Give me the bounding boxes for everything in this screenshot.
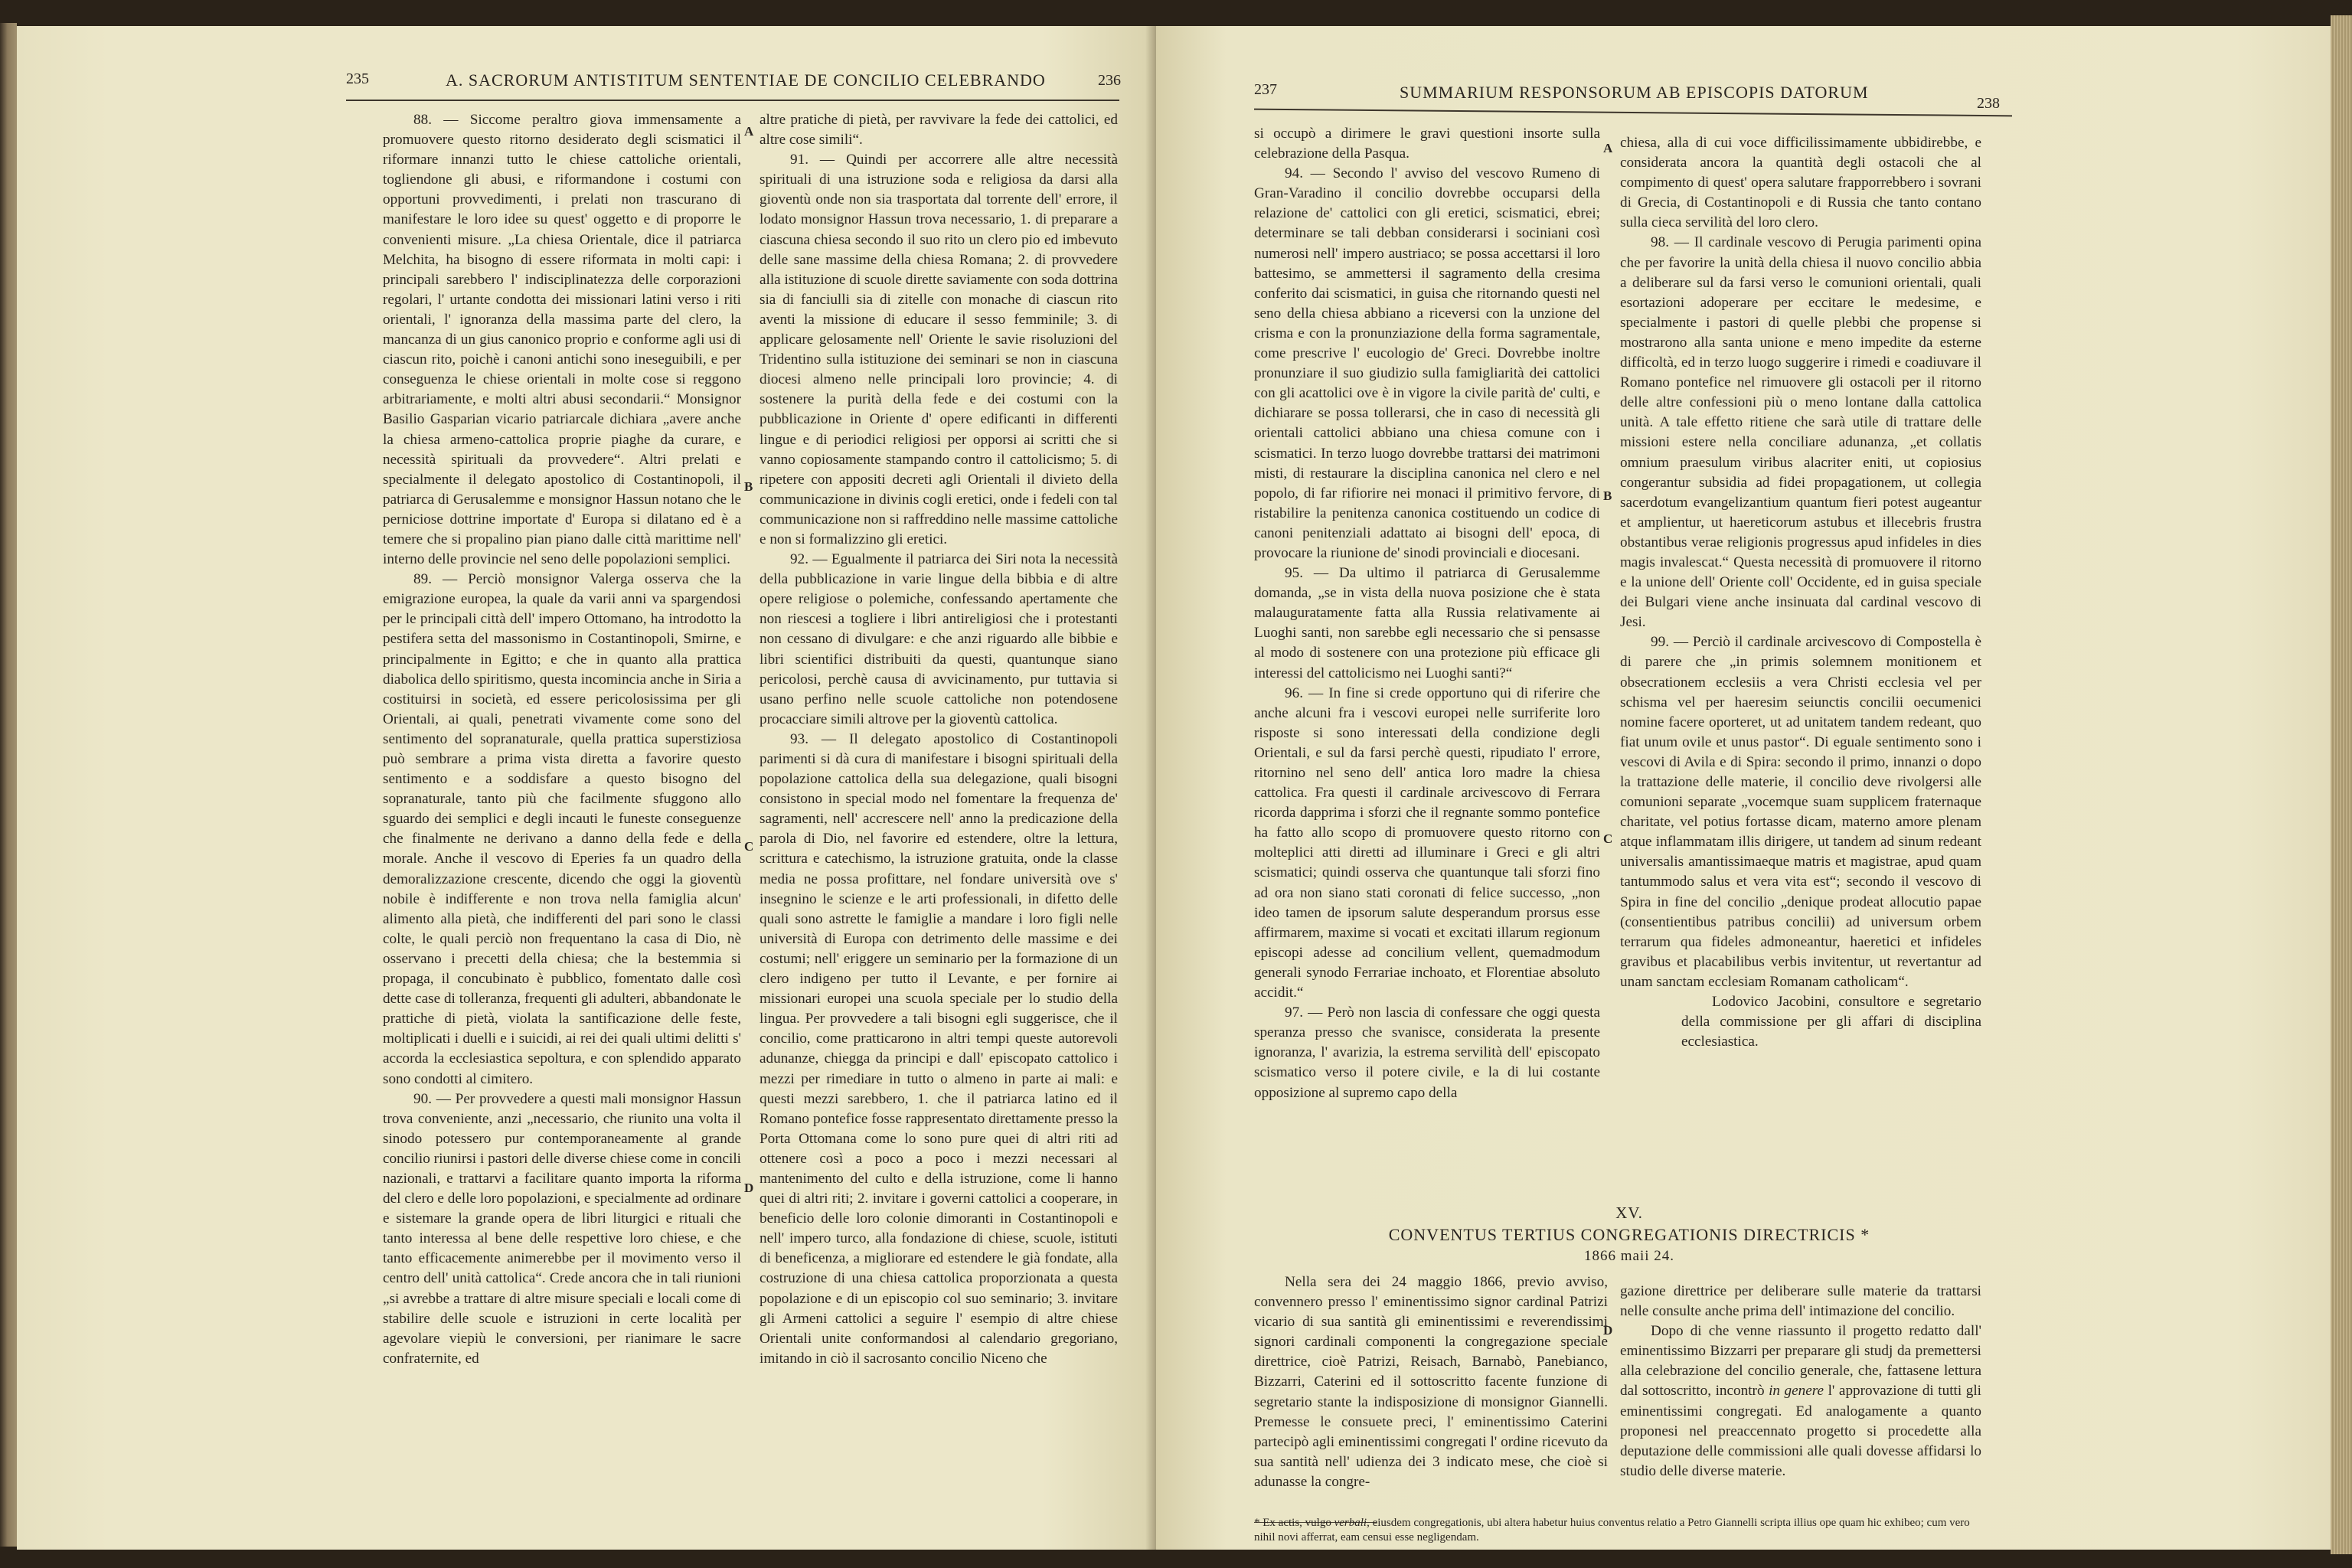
- left-page: [17, 26, 1156, 1550]
- paragraph-95: 95. — Da ultimo il patriarca di Gerusalemme domanda, „se in vista della nuova posizione che è stata malauguratamente fatta alla Russia relativamente ai Luoghi santi, non sarebbe egli necessario che si pensasse al modo di sostenere con una protezione più efficace gli interessi del cattolicismo nei Luoghi santi?“: [1254, 565, 1600, 681]
- paragraph-97-cont: chiesa, alla di cui voce difficilissimamente ubbidirebbe, e considerata ancora la quantità degli ostacoli che al compimento di quest' opera salutare frapporrebbero i sovrani di Grecia, di Costantinopoli e di Russia che tanto contano sulla cieca servilità del loro clero.: [1620, 135, 1981, 231]
- margin-letter-c-right: C: [1603, 831, 1613, 846]
- paragraph-90-cont: altre pratiche di pietà, per ravvivare la fede dei cattolici, ed altre cose simili“.: [760, 112, 1118, 149]
- book-edge-left: [0, 23, 17, 1547]
- signature: Lodovico Jacobini, consultore e segretario della commissione per gli affari di disciplina ecclesiastica.: [1681, 994, 1981, 1050]
- margin-letter-a: A: [744, 124, 754, 139]
- margin-letter-d-right: D: [1603, 1323, 1613, 1338]
- section-column-2: [1620, 1282, 1981, 1481]
- footnote-text-end: , eiusdem congregationis, ubi altera habetur huius conventus relatio a Petro Giannelli scripta illius ope quam hic exhibeo; cum vero nihil novi afferrat, eam censui esse negligendam.: [1254, 1517, 1970, 1544]
- left-column-1: [383, 110, 741, 1369]
- footnote: [1254, 1516, 1989, 1545]
- section-paragraph-2: [1620, 1321, 1981, 1481]
- footnote-text: * Ex actis, vulgo: [1254, 1517, 1334, 1529]
- section-paragraph-1: Nella sera dei 24 maggio 1866, previo avviso, convennero presso l' eminentissimo signor cardinal Patrizi vicario di sua santità gli eminentissimi e reverendissimi signori cardinali componenti la congregazione speciale direttrice, cioè Patrizi, Reisach, Barnabò, Panebianco, Bizzarri, Caterini ed il sottoscritto facente funzione di segretario stante la indisposizione di monsignor Giannelli. Premesse le consuete preci, l' eminentissimo Caterini partecipò agli eminentissimi congregati l' ordine ricevuto da sua santità nell' udienza dei 3 indicato mese, che cioè si adunasse la congre-: [1254, 1274, 1608, 1490]
- page-number-236: 236: [1098, 72, 1121, 89]
- paragraph-88: 88. — Siccome peraltro giova immensamente a promuovere questo ritorno desiderato degli scismatici il riformare innanzi tutto le chiese cattoliche orientali, togliendone gli abusi, e riformandone i costumi con opportuni provvedimenti, i prelati non trascurano di manifestare le loro idee su quest' oggetto e di proporre le convenienti misure. „La chiesa Orientale, dice il patriarca Melchita, ha bisogno di essere riformata in molti capi: i principali sarebbero l' indisciplinatezza delle corporazioni regolari, l' urtante condotta dei missionari latini verso i riti orientali, l' ignoranza della massima parte del clero, la mancanza di un gius canonico proprio e conforme agli usi di ciascun rito, poichè i canoni antichi sono ineseguibili, e per conseguenza le chiese orientali in molte cose si reggono arbitrariamente, e molti altri abusi secondarii.“ Monsignor Basilio Gasparian vicario patriarcale dichiara „avere anche la chiesa armeno-cattolica proprie piaghe da curare, e necessità spirituali da provvedere“. Altri prelati e specialmente il delegato apostolico di Costantinopoli, il patriarca di Gerusalemme e monsignor Hassun notano che le perniciose dottrine importate d' Europa si dilatano ed è a temere che si propalino pian piano dalle città marittime nell' interno delle provincie nel seno delle popolazioni semplici.: [383, 112, 741, 568]
- running-head-left: A. SACRORUM ANTISTITUM SENTENTIAE DE CONCILIO CELEBRANDO: [446, 70, 1046, 90]
- margin-letter-c: C: [744, 839, 754, 854]
- head-rule-left: [346, 100, 1119, 101]
- margin-letter-d: D: [744, 1181, 754, 1195]
- margin-letter-b-right: B: [1603, 488, 1612, 503]
- right-column-1: [1254, 124, 1600, 1103]
- section-paragraph-2-text: Dopo di che venne riassunto il progetto redatto dall' eminentissimo Bizzarri per preparare gli studj da premettersi alla celebrazione del concilio generale, che, fattasene lettura dal sottoscritto, incontrò: [1620, 1323, 1981, 1400]
- in-genere-italic: in genere: [1769, 1383, 1824, 1400]
- right-page: [1156, 26, 2331, 1550]
- page-number-235: 235: [346, 70, 369, 87]
- section-title: CONVENTUS TERTIUS CONGREGATIONIS DIRECTRICIS *: [1388, 1225, 1870, 1244]
- section-number: XV.: [1615, 1204, 1643, 1222]
- section-date: 1866 maii 24.: [1583, 1248, 1675, 1264]
- head-rule-right: [1254, 109, 2012, 117]
- running-head-right: SUMMARIUM RESPONSORUM AB EPISCOPIS DATORUM: [1400, 83, 1869, 102]
- paragraph-99: 99. — Perciò il cardinale arcivescovo di Compostella è di parere che „in primis solemnem monitionem et obsecrationem ecclesiis a vera Christi ecclesia vel per schisma vel per haeresim seiunctis concilii oecumenici nomine facere oporteret, ut ad unitatem tandem redeant, quo fiat unum ovile et unus pastor“. Di eguale sentimento sono i vescovi di Avila e di Spira: secondo il primo, innanzi o dopo la trattazione delle materie, il concilio deve rivolgersi alle comunioni separate „vocemque suam supplicem fraternaque charitate, vel potius fortasse dicam, materno amore plenam atque inflammatam illis dirigere, ut tandem ad sinum redeant universalis amantissimaeque matris et magistrae, apud quam tantummodo salus et vera vita est“; secondo il vescovo di Spira in fine del concilio „denique prodeat allocutio papae (consentientibus patribus concilii) ad universum orbem terrarum qua fideles admoneantur, haeretici et infideles gravibus et placabilibus verbis invitentur, ut revertantur ad unam sanctam ecclesiam Romanam catholicam“.: [1620, 634, 1981, 990]
- paragraph-98: 98. — Il cardinale vescovo di Perugia parimenti opina che per favorire la unità della chiesa il nuovo concilio abbia a deliberare sul da farsi verso le comunioni orientali, quali esortazioni adoperare per eccitare le medesime, e specialmente i pastori di quelle plebbi che propense si mostrarono alla santa unione e meno impedite da esterne difficoltà, ed in terzo luogo suggerire i rimedi e coadiuvare il Romano pontefice nel rimuovere gli ostacoli per il ritorno delle altre confessioni più o meno lontane dalla cattolica unità. A tale effetto ritiene che sarà utile di trattare delle missioni estere nella conciliare adunanza, „et collatis omnium praesulum viribus alacriter eniti, ut copiosius congerantur subsidia ad fidei propagationem, ut collegia sacerdotum evangelizantium quantum fieri potest augeantur et amplientur, ut haereticorum astubus et illecebris frustra obstantibus verae religionis progressus apud infideles in dies magis invalescat.“ Questa necessità di promuovere il ritorno e la unione dell' Oriente coll' Occidente, ed in guisa speciale dei Bulgari viene anche insinuata dal cardinal vescovo di Jesi.: [1620, 234, 1981, 631]
- page-stack-edge: [2331, 15, 2352, 1554]
- paragraph-93: 93. — Il delegato apostolico di Costantinopoli parimenti si dà cura di manifestare i bisogni spirituali della popolazione cattolica della sua delegazione, quali bisogni consistono in special modo nel fomentare la frequenza de' sagramenti, nell' accrescere nell' anno la predicazione della parola di Dio, nel favorire ed estendere, oltre la lettura, scrittura e catechismo, la istruzione gratuita, onde la classe media ne possa profittare, nel fondare università ove s' insegnino le scienze e le arti professionali, in difetto delle quali sono astrette le famiglie a mandare i loro figli nelle università di Europa con detrimento delle massime e dei costumi; nell' eriggere un seminario per la formazione di un clero indigeno per tutto il Levante, e per fornire ai missionari europei una scuola speciale per lo studio della lingua. Per provvedere a tali bisogni egli suggerisce, che il concilio, come pratticarono in altri tempi queste autorevoli adunanze, chiegga da principi e dall' episcopato cattolico i mezzi per rimediare in tutto o almeno in parte ai mali: e questi mezzi sarebbero, 1. che il patriarca latino ed il Romano pontefice fosse rappresentato direttamente presso la Porta Ottomana come lo sono pure quei di altri riti ad ottenere così a poco a poco i mezzi necessari al mantenimento del culto e della istruzione, come li hanno quei di altri riti; 2. invitare i governi cattolici a cooperare, in beneficio delle loro colonie dimoranti in Costantinopoli e nell' impero turco, alla fondazione di chiese, scuole, istituti di beneficenza, a migliorare ed estendere le già fondate, alla costruzione di una chiesa cattolica proporzionata a questa popolazione e di un episcopio col suo seminario; 3. invitare gli Armeni cattolici a seguire l' esempio di altre chiese Orientali unite conformandosi al calendario gregoriano, imitando in ciò il sacrosanto concilio Niceno che: [760, 730, 1118, 1367]
- paragraph-94: 94. — Secondo l' avviso del vescovo Rumeno di Gran-Varadino il concilio dovrebbe occuparsi della relazione de' cattolici con gli eretici, scismatici, ebrei; determinare se tali debban considerarsi i sociniani così numerosi nell' impero austriaco; se possa accettarsi il loro battesimo, se ammettersi il sagramento della cresima conferito dai scismatici, in guisa che ritornando questi nel seno della chiesa abbiano a riceversi con la unzione del crisma e con la pronunziazione della forma sagramentale, come prescrive l' eucologio de' Greci. Dovrebbe inoltre pronunziare il suo giudizio sulla famigliarità dei cattolici con gli acattolici ove è in vigore la civile parità de' culti, e dichiarare se possa tollerarsi, che in caso di necessità gli orientali cattolici abbiano una chiesa comune con i scismatici. In terzo luogo dovrebbe trattarsi dei matrimoni misti, di restaurare la disciplina canonica nel clero e nel popolo, di far rifiorire nei monaci il primitivo fervore, di ristabilire la penitenza canonica costituendo un codice di canoni penitenziali adattato ai bisogni dell' epoca, di provocare la riunione de' sinodi provinciali e diocesani.: [1254, 165, 1600, 561]
- verbali-italic: verbali: [1334, 1517, 1367, 1529]
- paragraph-89: 89. — Perciò monsignor Valerga osserva che la emigrazione europea, la quale da varii anni va spargendosi per le principali città dell' impero Ottomano, ha introdotto la pestifera setta del massonismo in Costantinopoli, Smirne, e principalmente in Egitto; e che in quanto alla prattica diabolica dello spiritismo, questa incomincia anche in Siria a costituirsi in società, ed essere pericolosissima per gli Orientali, ai quali, penetrati vivamente come sono del sentimento del sopranaturale, quella prattica superstiziosa può sembrare a prima vista diretta a favorire questo sentimento e a soddisfare a questo bisogno del sopranaturale, tanto più che facilmente sfuggono allo sguardo dei semplici e degli incauti le funeste conseguenze che finalmente ne derivano a danno della fede e della morale. Anche il vescovo di Eperies fa un quadro della demoralizzazione crescente, dicendo che oggi la gioventù nobile è indifferente e non trova nella famiglia alcun' alimento alla pietà, che indifferenti del pari sono le classi colte, le quali perciò non frequentano la casa di Dio, nè osservano i precetti della chiesa; che la bestemmia si propaga, il concubinato è pubblico, fomentato dalle così dette case di tolleranza, frequenti gli adulteri, abbandonate le prattiche di pietà, violata la santificazione delle feste, moltiplicati i duelli e i suicidi, ai rei dei quali ultimi delitti s' accorda la ecclesiastica sepoltura, e con splendido apparato sono condotti al cimitero.: [383, 571, 741, 1087]
- paragraph-96: 96. — In fine si crede opportuno qui di riferire che anche alcuni fra i vescovi europei nelle surriferite loro risposte si sono interessati della condizione degli Orientali, e sul da farsi perchè questi, ripudiato l' errore, ritornino nel seno dell' antica loro madre la chiesa cattolica. Fra questi il cardinale arcivescovo di Ferrara ricorda dapprima i sforzi che il regnante sommo pontefice ha fatto allo scopo di promuovere questo ritorno con molteplici atti diretti ad illuminare i Greci e gli altri scismatici; quindi osserva che quantunque tali sforzi fino ad ora non siano stati coronati di felice successo, „non ideo tamen de ipsorum salute desperandum prorsus esse affirmarem, maxime si vocati et excitati illarum regionum episcopi adesse ad concilium vellent, quemadmodum generali synodo Ferrariae inchoato, et Florentiae absoluto accidit.“: [1254, 684, 1600, 1001]
- section-paragraph-2-text-end: l' approvazione di tutti gli eminentissimi congregati. Ed analogamente a quanto proponesi nel preaccennato progetto si procedette alla deputazione delle commissioni alle quali dovesse affidarsi lo studio delle diverse materie.: [1620, 1383, 1982, 1479]
- margin-letter-b: B: [744, 479, 753, 494]
- paragraph-97: 97. — Però non lascia di confessare che oggi questa speranza presso che svanisce, considerata la presente ignoranza, l' avarizia, la estrema servilità dell' episcopato scismatico verso il potere civile, e la di lui costante opposizione al supremo capo della: [1254, 1004, 1600, 1101]
- right-column-2: [1620, 133, 1981, 1052]
- margin-letter-a-right: A: [1603, 141, 1613, 155]
- section-paragraph-1-cont: gazione direttrice per deliberare sulle materie da trattarsi nelle consulte anche prima dell' intimazione del concilio.: [1620, 1283, 1981, 1320]
- page-number-238: 238: [1977, 95, 2000, 112]
- page-number-237: 237: [1254, 81, 1277, 98]
- section-column-1: [1254, 1272, 1608, 1492]
- left-column-2: [760, 110, 1118, 1369]
- paragraph-93-cont: si occupò a dirimere le gravi questioni insorte sulla celebrazione della Pasqua.: [1254, 126, 1600, 162]
- paragraph-90: 90. — Per provvedere a questi mali monsignor Hassun trova conveniente, anzi „necessario, che riunito una volta il sinodo potessero pur contemporaneamente al grande concilio riunirsi i pastori delle diverse chiese come in concili nazionali, e trattarvi a facilitare quanto importa la riforma del clero e delle loro popolazioni, e specialmente ad ordinare e sistemare la grande opera de libri liturgici e rituali che tanto interessa al bene delle respettive loro chiese, e che tanto efficacemente animerebbe per il movimento verso il centro dell' unità cattolica“. Crede ancora che in tali riunioni „si avrebbe a trattare di altre misure speciali e locali come di stabilire delle scuole e istruzioni in certe località per agevolare viepiù le conversioni, per rianimare le sacre confraternite, ed: [383, 1090, 741, 1367]
- paragraph-92: 92. — Egualmente il patriarca dei Siri nota la necessità della pubblicazione in varie lingue della bibbia e di altre opere religiose o polemiche, confessando apertamente che non riescesi a togliere i libri antireligiosi che i protestanti non cessano di divulgare: e che anzi riguardo alle bibbie e libri scientifici distribuiti da questi, quantunque siano pericolosi, perchè causa di avvicinamento, pur tuttavia si usano perfino nelle scuole cattoliche non potendosene procacciare simili altrove per la gioventù cattolica.: [760, 551, 1118, 727]
- paragraph-91: 91. — Quindi per accorrere alle altre necessità spirituali di una istruzione soda e religiosa da darsi alla gioventù onde non sia trasportata dal torrente dell' errore, il lodato monsignor Hassun trova necessario, 1. di preparare a ciascuna chiesa secondo il suo rito un clero pio ed imbevuto delle sane massime della chiesa Romana; 2. di provvedere alla istituzione di scuole dirette saviamente con soda dottrina sia di fanciulli sia di zitelle con monache di ciascun rito aventi la missione di educare il sesso femminile; 3. di applicare gelosamente nell' Oriente le savie risoluzioni del Tridentino sulla istituzione dei seminari se non in ciascuna diocesi almeno nelle principali loro provincie; 4. di sostenere la purità della fede e dei costumi con la pubblicazione in Oriente d' opere edificanti in differenti lingue e di periodici religiosi per opporsi ai scritti che si vanno copiosamente stampando contro il cattolicismo; 5. di ripetere con appositi decreti agli Orientali il divieto della communicazione in divinis cogli eretici, onde i fedeli con tal communicazione non si raffreddino nelle massime cattoliche e non si formalizzino gli eretici.: [760, 152, 1118, 547]
